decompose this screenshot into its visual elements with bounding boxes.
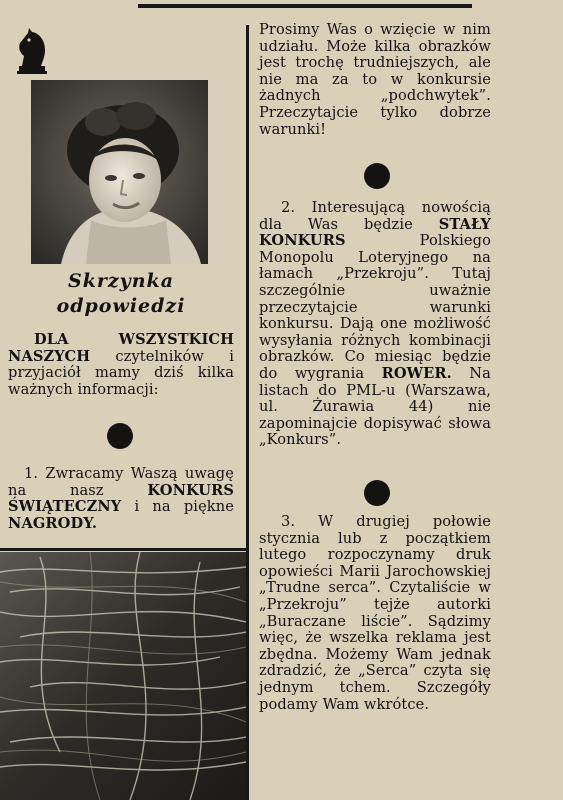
item-2-prize: ROWER. bbox=[381, 364, 452, 382]
intro-paragraph bbox=[8, 332, 234, 398]
item-2-text: 2. Interesującą nowością dla Was będzie bbox=[259, 199, 491, 233]
continuation-paragraph: Prosimy Was o wzięcie w nim udziału. Może kilka obrazków jest trochę trudniejszych, ale nie ma za to w konkursie żadnych „podchwytek”. Przeczytajcie tylko dobrze warunki! bbox=[259, 21, 491, 138]
item-3-paragraph: 3. W drugiej połowie stycznia lub z początkiem lutego rozpoczynamy druk opowieści Marii Jarochowskiej „Trudne serca”. Czytaliście w „Przekroju” tejże autorki „Buraczane liście”. Sądzimy więc, że wszelka reklama jest zbędna. Możemy Wam jednak zdradzić, że „Serca” czyta się jednym tchem. Szczegóły podamy Wam wkrótce. bbox=[259, 513, 491, 713]
top-rule bbox=[138, 4, 472, 8]
intro-lead: DLA WSZYSTKICH NASZYCH bbox=[8, 331, 234, 365]
item-2-text-2: Polskiego Monopolu Loteryjnego na łamach „Przekroju”. Tutaj szczególnie uważnie przeczytajcie warunki konkursu. Dają one możliwość wysyłania różnych kombinacji obrazków. Co miesiąc będzie do wygrania bbox=[259, 232, 491, 382]
separator-dot bbox=[364, 163, 390, 189]
item-1-text: 1. Zwracamy Waszą uwagę na nasz bbox=[8, 465, 234, 499]
separator-dot bbox=[107, 423, 133, 449]
item-1-prizes: NAGRODY. bbox=[8, 514, 98, 532]
item-2-text-3: Na listach do PML-u (Warszawa, ul. Żurawia 44) nie zapominajcie dopisywać słowa „Konkurs”. bbox=[259, 364, 491, 449]
chess-knight-icon bbox=[14, 26, 50, 74]
bottom-photo bbox=[0, 552, 246, 800]
item-1-contest: KONKURS ŚWIĄTECZNY bbox=[8, 481, 234, 516]
separator-dot bbox=[364, 480, 390, 506]
item-2-contest: STAŁY KONKURS bbox=[259, 215, 491, 250]
column-heading: Skrzynka bbox=[67, 270, 174, 292]
portrait-photo bbox=[31, 80, 208, 264]
item-1-text-2: i na piękne bbox=[121, 498, 234, 516]
photo-divider bbox=[0, 548, 248, 551]
column-divider bbox=[246, 25, 249, 800]
column-heading-line2: odpowiedzi bbox=[56, 295, 186, 317]
intro-text: czytelników i przyjaciół mamy dziś kilka ważnych informacji: bbox=[8, 347, 234, 398]
item-2-paragraph bbox=[259, 200, 491, 449]
item-1-paragraph bbox=[8, 466, 234, 532]
